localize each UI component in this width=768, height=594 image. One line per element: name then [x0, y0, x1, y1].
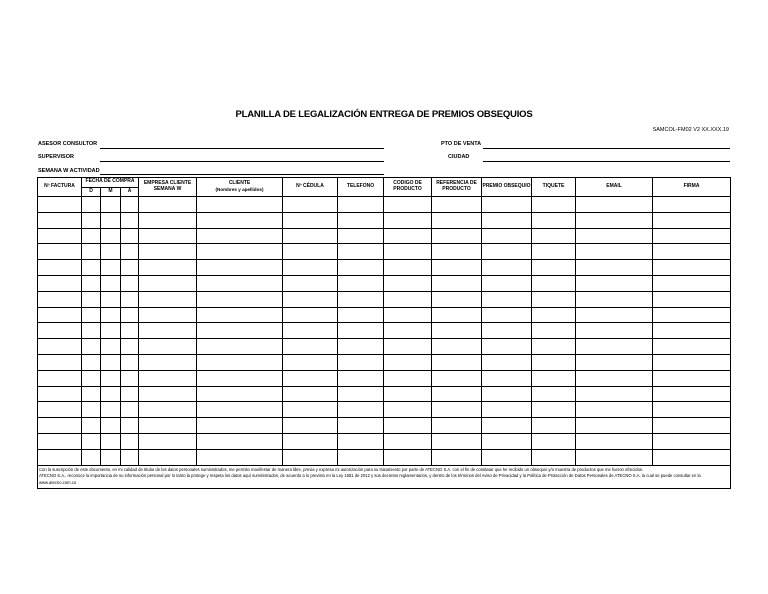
- table-cell[interactable]: [139, 244, 197, 260]
- semana-field[interactable]: [100, 174, 384, 175]
- table-cell[interactable]: [283, 291, 338, 307]
- table-cell[interactable]: [532, 323, 576, 339]
- table-cell[interactable]: [82, 260, 101, 276]
- table-cell[interactable]: [101, 323, 121, 339]
- table-cell[interactable]: [482, 354, 532, 370]
- table-row: [38, 228, 731, 244]
- table-cell[interactable]: [384, 212, 432, 228]
- table-cell[interactable]: [576, 418, 653, 434]
- table-cell[interactable]: [432, 433, 482, 449]
- table-cell[interactable]: [432, 197, 482, 213]
- table-cell[interactable]: [482, 244, 532, 260]
- table-cell[interactable]: [482, 260, 532, 276]
- table-cell[interactable]: [384, 433, 432, 449]
- table-cell[interactable]: [101, 244, 121, 260]
- table-cell[interactable]: [139, 418, 197, 434]
- table-cell[interactable]: [432, 275, 482, 291]
- table-cell[interactable]: [101, 275, 121, 291]
- table-cell[interactable]: [482, 212, 532, 228]
- table-cell[interactable]: [532, 354, 576, 370]
- table-cell[interactable]: [653, 228, 731, 244]
- table-cell[interactable]: [532, 402, 576, 418]
- col-cliente: [197, 178, 283, 197]
- table-cell[interactable]: [101, 354, 121, 370]
- table-cell[interactable]: [432, 402, 482, 418]
- table-cell[interactable]: [283, 370, 338, 386]
- col-referencia: REFERENCIA DE PRODUCTO: [432, 178, 482, 197]
- table-cell[interactable]: [38, 354, 82, 370]
- table-cell[interactable]: [197, 260, 283, 276]
- table-cell[interactable]: [576, 307, 653, 323]
- table-cell[interactable]: [576, 212, 653, 228]
- table-cell[interactable]: [338, 418, 384, 434]
- table-cell[interactable]: [532, 370, 576, 386]
- table-cell[interactable]: [653, 402, 731, 418]
- table-cell[interactable]: [384, 323, 432, 339]
- table-cell[interactable]: [432, 339, 482, 355]
- table-cell[interactable]: [139, 323, 197, 339]
- table-cell[interactable]: [82, 291, 101, 307]
- table-cell[interactable]: [384, 197, 432, 213]
- table-cell[interactable]: [576, 323, 653, 339]
- table-cell[interactable]: [482, 323, 532, 339]
- table-cell[interactable]: [197, 228, 283, 244]
- table-cell[interactable]: [482, 386, 532, 402]
- table-cell[interactable]: [338, 370, 384, 386]
- col-dia: D: [82, 187, 101, 197]
- table-cell[interactable]: [283, 212, 338, 228]
- table-row: [38, 275, 731, 291]
- table-cell[interactable]: [576, 370, 653, 386]
- privacy-notice-line2: ATECNO S.A., reconoce la importancia de su información personal por lo tanto la protege y respeta los datos aquí suministrados, de acuerdo a lo previsto en la Ley 1581 de 2012 y sus decretos reglamentarios, y dentro de los términos del Aviso de Privacidad y la Política de Protección de Datos Personales de ATECNO S.A. la cual se puede consultar en la www.atecno.com.co: [39, 473, 701, 485]
- table-cell[interactable]: [139, 307, 197, 323]
- table-cell[interactable]: [338, 291, 384, 307]
- table-cell[interactable]: [384, 386, 432, 402]
- table-cell[interactable]: [576, 197, 653, 213]
- pto-venta-label: PTO DE VENTA: [441, 141, 482, 147]
- table-cell[interactable]: [197, 386, 283, 402]
- table-cell[interactable]: [197, 212, 283, 228]
- col-factura: Nº FACTURA: [38, 178, 82, 197]
- table-cell[interactable]: [197, 433, 283, 449]
- table-cell[interactable]: [82, 307, 101, 323]
- document-code: SAMCOL-FM02 V2 XX.XXX.19: [652, 127, 729, 133]
- table-cell[interactable]: [197, 449, 283, 465]
- table-cell[interactable]: [101, 307, 121, 323]
- table-cell[interactable]: [653, 260, 731, 276]
- table-cell[interactable]: [101, 291, 121, 307]
- table-cell[interactable]: [121, 291, 139, 307]
- table-cell[interactable]: [101, 402, 121, 418]
- table-cell[interactable]: [121, 418, 139, 434]
- table-cell[interactable]: [121, 386, 139, 402]
- table-cell[interactable]: [384, 260, 432, 276]
- supervisor-label: SUPERVISOR: [38, 154, 74, 160]
- table-cell[interactable]: [38, 370, 82, 386]
- table-cell[interactable]: [532, 275, 576, 291]
- table-cell[interactable]: [482, 228, 532, 244]
- table-cell[interactable]: [432, 260, 482, 276]
- table-row: [38, 260, 731, 276]
- table-cell[interactable]: [139, 370, 197, 386]
- table-cell[interactable]: [101, 433, 121, 449]
- table-row: [38, 370, 731, 386]
- table-cell[interactable]: [653, 418, 731, 434]
- table-cell[interactable]: [338, 307, 384, 323]
- table-cell[interactable]: [197, 307, 283, 323]
- table-cell[interactable]: [482, 402, 532, 418]
- table-cell[interactable]: [82, 418, 101, 434]
- table-cell[interactable]: [653, 433, 731, 449]
- table-cell[interactable]: [121, 275, 139, 291]
- table-cell[interactable]: [121, 228, 139, 244]
- table-cell[interactable]: [101, 370, 121, 386]
- table-cell[interactable]: [82, 275, 101, 291]
- table-cell[interactable]: [283, 323, 338, 339]
- table-cell[interactable]: [101, 197, 121, 213]
- table-cell[interactable]: [432, 244, 482, 260]
- table-cell[interactable]: [653, 307, 731, 323]
- table-cell[interactable]: [82, 402, 101, 418]
- table-cell[interactable]: [139, 275, 197, 291]
- table-cell[interactable]: [283, 197, 338, 213]
- table-cell[interactable]: [338, 323, 384, 339]
- table-cell[interactable]: [38, 260, 82, 276]
- table-cell[interactable]: [139, 260, 197, 276]
- col-fecha: FECHA DE COMPRA: [82, 178, 139, 188]
- table-cell[interactable]: [121, 244, 139, 260]
- table-row: [38, 197, 731, 213]
- table-cell[interactable]: [121, 449, 139, 465]
- table-cell[interactable]: [532, 197, 576, 213]
- table-cell[interactable]: [101, 260, 121, 276]
- table-cell[interactable]: [283, 260, 338, 276]
- table-cell[interactable]: [532, 418, 576, 434]
- col-telefono: TELEFONO: [338, 178, 384, 197]
- table-row: [38, 323, 731, 339]
- table-cell[interactable]: [482, 418, 532, 434]
- table-cell[interactable]: [532, 260, 576, 276]
- table-cell[interactable]: [38, 307, 82, 323]
- table-cell[interactable]: [432, 418, 482, 434]
- table-cell[interactable]: [384, 307, 432, 323]
- page-title: PLANILLA DE LEGALIZACIÓN ENTREGA DE PREMIOS OBSEQUIOS: [235, 109, 533, 120]
- table-cell[interactable]: [38, 197, 82, 213]
- table-cell[interactable]: [532, 339, 576, 355]
- table-cell[interactable]: [482, 370, 532, 386]
- table-cell[interactable]: [532, 433, 576, 449]
- table-cell[interactable]: [121, 307, 139, 323]
- table-cell[interactable]: [82, 370, 101, 386]
- table-row: [38, 449, 731, 465]
- table-cell[interactable]: [283, 339, 338, 355]
- table-cell[interactable]: [384, 339, 432, 355]
- table-cell[interactable]: [139, 354, 197, 370]
- table-cell[interactable]: [338, 339, 384, 355]
- col-firma: FIRMA: [653, 178, 731, 197]
- table-cell[interactable]: [283, 418, 338, 434]
- table-cell[interactable]: [197, 339, 283, 355]
- col-codigo: CODIGO DE PRODUCTO: [384, 178, 432, 197]
- table-cell[interactable]: [432, 291, 482, 307]
- table-cell[interactable]: [121, 260, 139, 276]
- table-cell[interactable]: [38, 449, 82, 465]
- privacy-notice: [38, 465, 731, 489]
- table-cell[interactable]: [121, 354, 139, 370]
- ciudad-field[interactable]: [483, 161, 730, 162]
- table-cell[interactable]: [576, 291, 653, 307]
- table-cell[interactable]: [432, 212, 482, 228]
- table-cell[interactable]: [576, 449, 653, 465]
- table-cell[interactable]: [82, 197, 101, 213]
- table-cell[interactable]: [38, 323, 82, 339]
- table-cell[interactable]: [101, 212, 121, 228]
- semana-label: SEMANA W ACTIVIDAD: [38, 168, 100, 174]
- table-cell[interactable]: [432, 323, 482, 339]
- table-cell[interactable]: [101, 449, 121, 465]
- table-cell[interactable]: [576, 339, 653, 355]
- table-cell[interactable]: [82, 354, 101, 370]
- table-cell[interactable]: [82, 339, 101, 355]
- table-cell[interactable]: [121, 323, 139, 339]
- table-row: [38, 212, 731, 228]
- table-cell[interactable]: [82, 386, 101, 402]
- table-cell[interactable]: [532, 291, 576, 307]
- table-cell[interactable]: [384, 418, 432, 434]
- table-cell[interactable]: [576, 244, 653, 260]
- table-cell[interactable]: [432, 386, 482, 402]
- table-cell[interactable]: [338, 433, 384, 449]
- table-cell[interactable]: [82, 244, 101, 260]
- table-cell[interactable]: [532, 244, 576, 260]
- table-cell[interactable]: [653, 197, 731, 213]
- col-premio: PREMIO OBSEQUIO: [482, 178, 532, 197]
- legalization-table: [37, 177, 731, 489]
- table-cell[interactable]: [139, 228, 197, 244]
- table-cell[interactable]: [338, 212, 384, 228]
- table-cell[interactable]: [121, 370, 139, 386]
- table-cell[interactable]: [653, 339, 731, 355]
- table-cell[interactable]: [432, 228, 482, 244]
- asesor-label: ASESOR CONSULTOR: [38, 141, 98, 147]
- table-cell[interactable]: [121, 402, 139, 418]
- table-cell[interactable]: [197, 197, 283, 213]
- table-cell[interactable]: [139, 433, 197, 449]
- pto-venta-field[interactable]: [483, 148, 730, 149]
- table-cell[interactable]: [283, 275, 338, 291]
- table-cell[interactable]: [197, 418, 283, 434]
- table-cell[interactable]: [653, 244, 731, 260]
- table-cell[interactable]: [101, 386, 121, 402]
- table-cell[interactable]: [576, 433, 653, 449]
- table-cell[interactable]: [532, 307, 576, 323]
- table-cell[interactable]: [38, 291, 82, 307]
- table-cell[interactable]: [532, 228, 576, 244]
- table-cell[interactable]: [121, 197, 139, 213]
- table-cell[interactable]: [139, 197, 197, 213]
- table-cell[interactable]: [197, 244, 283, 260]
- table-cell[interactable]: [384, 370, 432, 386]
- table-cell[interactable]: [384, 402, 432, 418]
- table-cell[interactable]: [432, 354, 482, 370]
- table-cell[interactable]: [576, 275, 653, 291]
- table-cell[interactable]: [38, 244, 82, 260]
- col-cliente-sub: (Nombres y apellidos): [215, 187, 264, 193]
- table-row: [38, 418, 731, 434]
- table-cell[interactable]: [482, 291, 532, 307]
- table-cell[interactable]: [653, 449, 731, 465]
- table-cell[interactable]: [576, 260, 653, 276]
- col-empresa: EMPRESA CLIENTE SEMANA W: [139, 178, 197, 197]
- table-row: [38, 339, 731, 355]
- table-cell[interactable]: [576, 402, 653, 418]
- table-cell[interactable]: [384, 228, 432, 244]
- table-cell[interactable]: [197, 354, 283, 370]
- table-cell[interactable]: [338, 275, 384, 291]
- table-cell[interactable]: [38, 418, 82, 434]
- table-cell[interactable]: [101, 418, 121, 434]
- table-cell[interactable]: [38, 433, 82, 449]
- table-row: [38, 291, 731, 307]
- table-cell[interactable]: [653, 323, 731, 339]
- table-cell[interactable]: [532, 386, 576, 402]
- table-cell[interactable]: [338, 228, 384, 244]
- col-cliente-label: CLIENTE: [228, 180, 251, 187]
- table-cell[interactable]: [139, 339, 197, 355]
- table-cell[interactable]: [432, 370, 482, 386]
- table-cell[interactable]: [121, 339, 139, 355]
- table-cell[interactable]: [283, 402, 338, 418]
- table-cell[interactable]: [384, 244, 432, 260]
- supervisor-field[interactable]: [100, 161, 384, 162]
- table-cell[interactable]: [482, 307, 532, 323]
- table-cell[interactable]: [384, 354, 432, 370]
- table-cell[interactable]: [576, 386, 653, 402]
- table-cell[interactable]: [82, 449, 101, 465]
- table-cell[interactable]: [283, 433, 338, 449]
- table-cell[interactable]: [139, 402, 197, 418]
- table-cell[interactable]: [653, 370, 731, 386]
- table-row: [38, 386, 731, 402]
- col-cedula: Nº CÉDULA: [283, 178, 338, 197]
- table-cell[interactable]: [139, 291, 197, 307]
- table-row: [38, 433, 731, 449]
- table-cell[interactable]: [653, 275, 731, 291]
- table-cell[interactable]: [482, 197, 532, 213]
- table-cell[interactable]: [338, 197, 384, 213]
- table-cell[interactable]: [532, 212, 576, 228]
- table-cell[interactable]: [482, 433, 532, 449]
- table-row: [38, 354, 731, 370]
- table-cell[interactable]: [432, 307, 482, 323]
- table-cell[interactable]: [482, 339, 532, 355]
- table-cell[interactable]: [38, 339, 82, 355]
- table-cell[interactable]: [482, 275, 532, 291]
- table-row: [38, 244, 731, 260]
- privacy-notice-line1: Con la suscripción de este documento, en mi calidad de titular de los datos personales suministrados, me permito manifestar de manera libre, previa y expresa mi autorización para su tratamiento por parte de ATECNO S.A. con el fin de constatar que he recibido un obsequio y/o muestra de productos que me fueron ofrecidos.: [39, 466, 644, 472]
- table-cell[interactable]: [576, 354, 653, 370]
- table-cell[interactable]: [338, 244, 384, 260]
- table-cell[interactable]: [101, 228, 121, 244]
- table-cell[interactable]: [338, 449, 384, 465]
- table-cell[interactable]: [384, 275, 432, 291]
- table-cell[interactable]: [532, 449, 576, 465]
- table-cell[interactable]: [576, 228, 653, 244]
- table-cell[interactable]: [384, 449, 432, 465]
- table-cell[interactable]: [432, 449, 482, 465]
- table-cell[interactable]: [283, 307, 338, 323]
- table-cell[interactable]: [82, 212, 101, 228]
- col-anio: A: [121, 187, 139, 197]
- col-tiquete: TIQUETE: [532, 178, 576, 197]
- table-cell[interactable]: [283, 354, 338, 370]
- table-cell[interactable]: [653, 386, 731, 402]
- table-cell[interactable]: [197, 370, 283, 386]
- table-cell[interactable]: [653, 212, 731, 228]
- table-cell[interactable]: [121, 433, 139, 449]
- table-cell[interactable]: [283, 244, 338, 260]
- table-cell[interactable]: [197, 402, 283, 418]
- table-cell[interactable]: [482, 449, 532, 465]
- table-cell[interactable]: [82, 433, 101, 449]
- table-cell[interactable]: [38, 386, 82, 402]
- table-cell[interactable]: [38, 228, 82, 244]
- col-email: EMAIL: [576, 178, 653, 197]
- table-cell[interactable]: [38, 275, 82, 291]
- table-cell[interactable]: [338, 260, 384, 276]
- table-cell[interactable]: [338, 386, 384, 402]
- table-cell[interactable]: [139, 386, 197, 402]
- table-row: [38, 402, 731, 418]
- table-cell[interactable]: [139, 449, 197, 465]
- table-cell[interactable]: [139, 212, 197, 228]
- table-cell[interactable]: [283, 449, 338, 465]
- asesor-field[interactable]: [100, 148, 384, 149]
- table-cell[interactable]: [197, 275, 283, 291]
- table-row: [38, 307, 731, 323]
- table-cell[interactable]: [338, 402, 384, 418]
- table-cell[interactable]: [653, 354, 731, 370]
- table-cell[interactable]: [38, 212, 82, 228]
- table-cell[interactable]: [283, 228, 338, 244]
- table-cell[interactable]: [101, 339, 121, 355]
- table-cell[interactable]: [283, 386, 338, 402]
- table-cell[interactable]: [338, 354, 384, 370]
- ciudad-label: CIUDAD: [448, 154, 470, 160]
- col-mes: M: [101, 187, 121, 197]
- table-cell[interactable]: [197, 291, 283, 307]
- table-cell[interactable]: [653, 291, 731, 307]
- table-cell[interactable]: [82, 323, 101, 339]
- table-cell[interactable]: [82, 228, 101, 244]
- table-cell[interactable]: [197, 323, 283, 339]
- table-cell[interactable]: [384, 291, 432, 307]
- table-cell[interactable]: [38, 402, 82, 418]
- table-cell[interactable]: [121, 212, 139, 228]
